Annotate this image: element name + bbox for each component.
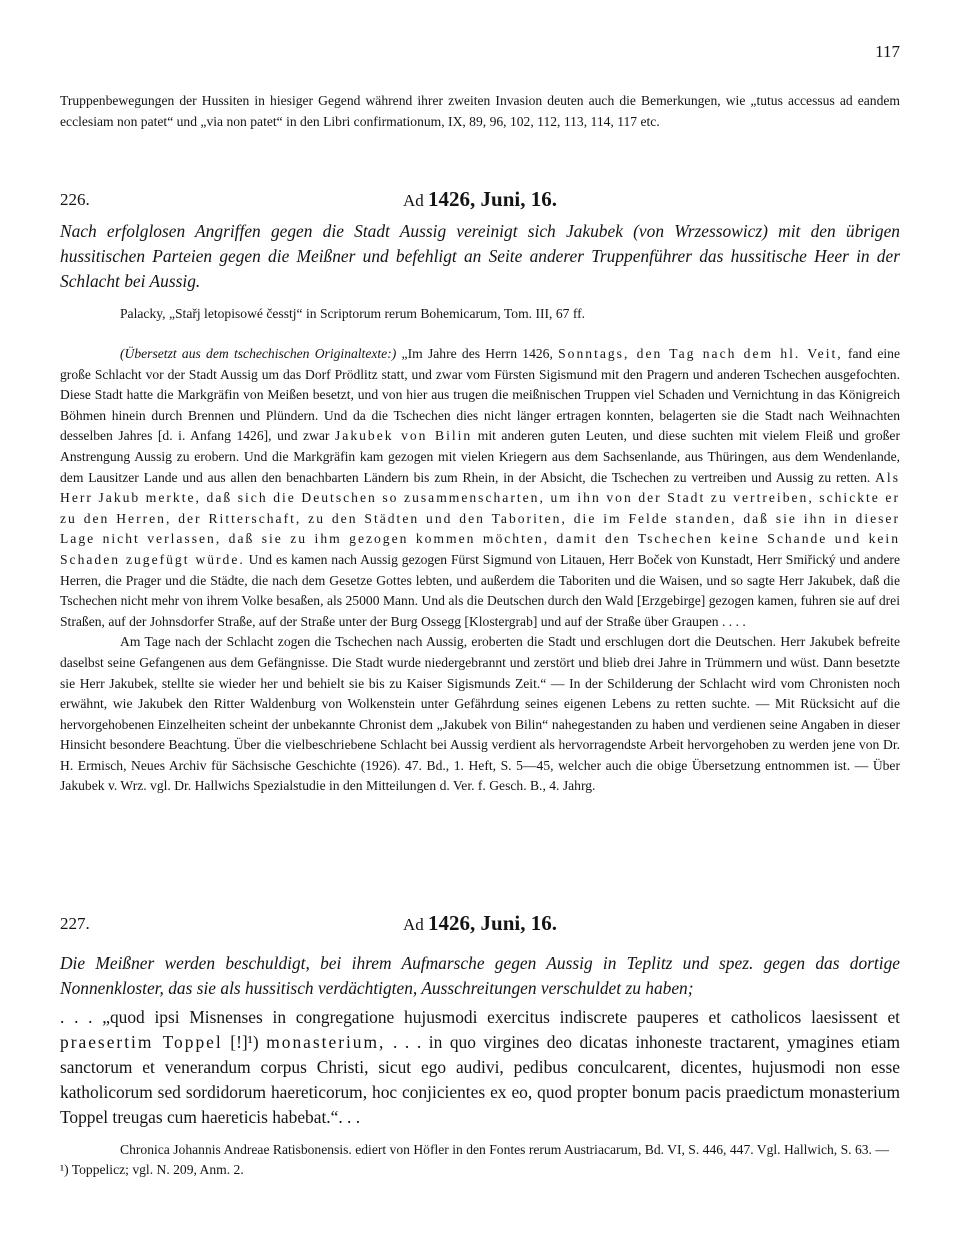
text-run: . . . in quo virgines deo dicatas inhoneste tractarent, ymagines etiam sanctorum et venerandum corpus Christi, sicut ego audivi, pedibus conculcarent, dicentes, hujusmodi non esse katholicorum sed sordidorum haereticorum, hoc conjicientes ex eo, quod propter bonum pacis praedictum monasterium Toppel treugas cum haereticis habebat.“. . . — [60, 1032, 900, 1127]
page-number: 117 — [875, 42, 900, 61]
entry-date — [60, 911, 900, 936]
date-bold: 1426, Juni, 16. — [428, 187, 557, 211]
entry-number: 227. — [60, 914, 90, 933]
spaced-text: Als Herr Jakub merkte, daß sich die Deutschen so zusammenscharten, um ihn von der Stadt zu vertreiben, schickte er zu den Herren, der Ritterschaft, zu den Städten und den Taboriten, die im Felde standen, daß sie ihn in dieser Lage nicht verlassen, daß sie zu ihm gezogen kommen möchten, damit den Tschechen keine Schande und kein Schaden zugefügt würde. — [60, 469, 900, 567]
date-prefix: Ad — [403, 191, 429, 210]
date-bold: 1426, Juni, 16. — [428, 911, 557, 935]
date-prefix: Ad — [403, 915, 429, 934]
intro-paragraph: Truppenbewegungen der Hussiten in hiesiger Gegend während ihrer zweiten Invasion deuten auch die Bemerkungen, wie „tutus accessus ad eandem ecclesiam non patet“ und „via non patet“ in den Libri confirmationum, IX, 89, 96, 102, 112, 113, 114, 117 etc. — [60, 93, 900, 129]
entry-227 — [60, 911, 900, 1180]
entry-summary: Nach erfolglosen Angriffen gegen die Stadt Aussig vereinigt sich Jakubek (von Wrzessowicz) mit den übrigen hussitischen Parteien gegen die Meißner und befehligt an Seite anderer Truppenführer das hussitische Heer in der Schlacht bei Aussig. — [60, 221, 900, 291]
text-run: mit anderen guten Leuten, und diese suchten mit vielem Fleiß und großer Anstrengung Aussig zu erobern. Und die Markgräfin kam gezogen mit vielen Kriegern aus dem Sachsenlande, aus Thüringen, aus dem Wendenlande, dem Lausitzer Lande und aus allen den benachbarten Ländern bis zum Rhein, in der Absicht, die Tschechen zu vertreiben und Aussig zu retten. — [60, 428, 900, 485]
entry-summary: Die Meißner werden beschuldigt, bei ihrem Aufmarsche gegen Aussig in Teplitz und spez. gegen das dortige Nonnenkloster, das sie als hussitisch verdächtigten, Ausschreitungen verschuldet zu haben; — [60, 953, 900, 998]
entry-text-paragraph — [60, 344, 900, 632]
text-run: . . . „quod ipsi Misnenses in congregatione hujusmodi exercitus indiscrete pauperes et catholicos laesissent et — [60, 1007, 900, 1027]
entry-source: Chronica Johannis Andreae Ratisbonensis. ediert von Höfler in den Fontes rerum Austriacarum, Bd. VI, S. 446, 447. Vgl. Hallwich, S. 63. — ¹) Toppelicz; vgl. N. 209, Anm. 2. — [60, 1142, 889, 1177]
text-run: [!]¹) — [222, 1032, 267, 1052]
entry-date — [60, 187, 900, 212]
spaced-text: praesertim Toppel — [60, 1032, 223, 1052]
entry-text-paragraph: Am Tage nach der Schlacht zogen die Tschechen nach Aussig, eroberten die Stadt und erschlugen dort die Deutschen. Herr Jakubek befreite daselbst seine Gefangenen aus dem Gefängnisse. Die Stadt wurde niedergebrannt und zerstört und blieb drei Jahre in Trümmern und wüst. Dann besetzte sie Herr Jakubek, stellte sie wieder her und behielt sie bis zu Kaiser Sigismunds Zeit.“ — In der Schilderung der Schlacht wird vom Chronisten noch erwähnt, wie Jakubek den Ritter Waldenburg von Wolkenstein unter Gefährdung seines eigenen Lebens zu retten suchte. — Mit Rücksicht auf die hervorgehobenen Einzelheiten scheint der unbekannte Chronist dem „Jakubek von Bilin“ nahegestanden zu haben und verdienen seine Angaben in dieser Hinsicht besondere Beachtung. Über die vielbeschriebene Schlacht bei Aussig verdient als hervorragendste Arbeit hervorgehoben zu werden jene von Dr. H. Ermisch, Neues Archiv für Sächsische Geschichte (1926). 47. Bd., 1. Heft, S. 5—45, welcher auch die obige Übersetzung entnommen ist. — Über Jakubek v. Wrz. vgl. Dr. Hallwichs Spezialstudie in den Mitteilungen d. Ver. f. Gesch. B., 4. Jahrg. — [60, 634, 900, 794]
spaced-text: Jakubek von Bilin — [335, 428, 473, 444]
text-run: Und es kamen nach Aussig gezogen Fürst Sigmund von Litauen, Herr Boček von Kunstadt, Herr Smiřický und andere Herren, die Prager und die Städte, die nach dem Gesetze Gottes lebten, und außerdem die Taboriten und die Waisen, und so sagte Herr Jakubek, daß die Tschechen nicht mehr von ihrem Volke besaßen, als 25000 Mann. Und als die Deutschen durch den Wald [Erzgebirge] gezogen kamen, fuhren sie auf drei Straßen, auf der Johnsdorfer Straße, auf der Straße unter der Burg Ossegg [Klostergrab] und auf der Straße über Graupen . . . . — [60, 551, 900, 629]
text-run: „Im Jahre des Herrn 1426, — [396, 346, 559, 361]
translation-label: (Übersetzt aus dem tschechischen Originaltexte:) — [120, 346, 397, 361]
spaced-text: monasterium, — [266, 1032, 386, 1052]
entry-heading — [60, 911, 900, 937]
entry-226 — [60, 187, 900, 797]
entry-source: Palacky, „Stařj letopisowé česstj“ in Scriptorum rerum Bohemicarum, Tom. III, 67 ff. — [120, 306, 586, 321]
spaced-text: Sonntags, den Tag nach dem hl. Veit, — [558, 346, 843, 361]
text-run: fand eine große Schlacht vor der Stadt Aussig um das Dorf Prödlitz statt, und zwar vom Fürsten Sigismund mit den Pragern und anderen Tschechen ausgefochten. Diese Stadt hatte die Markgräfin von Meißen besetzt, und von hier aus trugen die meißnischen Truppen viel Schaden und Vernichtung in das Königreich Böhmen hinein durch Brennen und Plündern. Und da die Tschechen dies nicht länger ertragen konnten, belagerten sie die Stadt nach Weihnachten desselben Jahres [d. i. Anfang 1426], und zwar — [60, 346, 900, 444]
entry-heading — [60, 187, 900, 213]
latin-quote — [60, 1005, 900, 1130]
entry-number: 226. — [60, 190, 90, 209]
